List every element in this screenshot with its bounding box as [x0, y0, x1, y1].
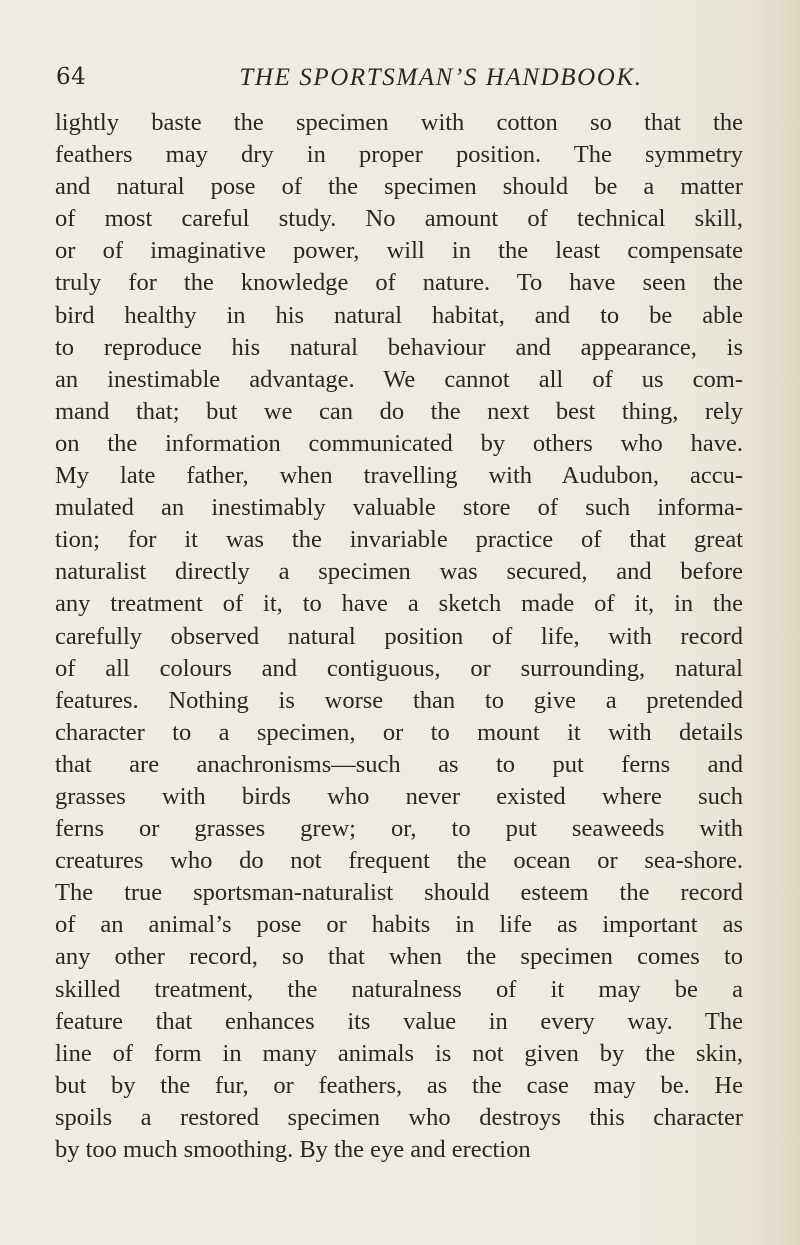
running-title: THE SPORTSMAN’S HANDBOOK.	[239, 64, 643, 91]
text-line: but by the fur, or feathers, as the case may be. He	[55, 1071, 743, 1099]
text-line: an inestimable advantage. We cannot all of us com-	[55, 365, 743, 393]
text-line: feathers may dry in proper position. The symmetry	[55, 141, 743, 169]
text-line: or of imaginative power, will in the least compensate	[55, 237, 743, 265]
text-line: on the information communicated by others who have.	[55, 429, 743, 457]
body-text	[55, 107, 743, 1166]
text-line: of most careful study. No amount of technical skill,	[55, 205, 743, 233]
text-line: line of form in many animals is not given by the skin,	[55, 1039, 743, 1067]
text-line: naturalist directly a specimen was secured, and before	[55, 558, 743, 586]
text-line: and natural pose of the specimen should be a matter	[55, 173, 743, 201]
page-number: 64	[56, 64, 87, 90]
text-line: truly for the knowledge of nature. To have seen the	[55, 269, 743, 297]
text-line: lightly baste the specimen with cotton so that the	[55, 109, 743, 136]
text-line: of all colours and contiguous, or surrounding, natural	[55, 654, 743, 682]
text-line: carefully observed natural position of life, with record	[55, 622, 743, 650]
text-line: tion; for it was the invariable practice of that great	[55, 526, 743, 554]
text-line: to reproduce his natural behaviour and appearance, is	[55, 333, 743, 361]
text-line: features. Nothing is worse than to give a pretended	[55, 686, 743, 714]
text-line: creatures who do not frequent the ocean or sea-shore.	[55, 847, 743, 875]
text-line: by too much smoothing. By the eye and erection	[55, 1136, 531, 1163]
text-line: spoils a restored specimen who destroys this character	[55, 1103, 743, 1131]
text-line: My late father, when travelling with Audubon, accu-	[55, 462, 743, 490]
text-line: that are anachronisms—such as to put ferns and	[55, 750, 743, 778]
text-line: grasses with birds who never existed where such	[55, 782, 743, 810]
text-line: mand that; but we can do the next best thing, rely	[55, 397, 743, 425]
text-line: any other record, so that when the specimen comes to	[55, 943, 743, 971]
text-line: any treatment of it, to have a sketch made of it, in the	[55, 590, 743, 618]
text-line: mulated an inestimably valuable store of such informa-	[55, 494, 743, 522]
page-header	[56, 64, 746, 104]
text-line: feature that enhances its value in every way. The	[55, 1007, 743, 1035]
text-line: The true sportsman-naturalist should esteem the record	[55, 879, 743, 907]
text-line: ferns or grasses grew; or, to put seaweeds with	[55, 815, 743, 843]
text-line: of an animal’s pose or habits in life as important as	[55, 911, 743, 939]
text-line: character to a specimen, or to mount it with details	[55, 718, 743, 746]
text-line: bird healthy in his natural habitat, and to be able	[55, 301, 743, 329]
text-line: skilled treatment, the naturalness of it may be a	[55, 975, 743, 1003]
